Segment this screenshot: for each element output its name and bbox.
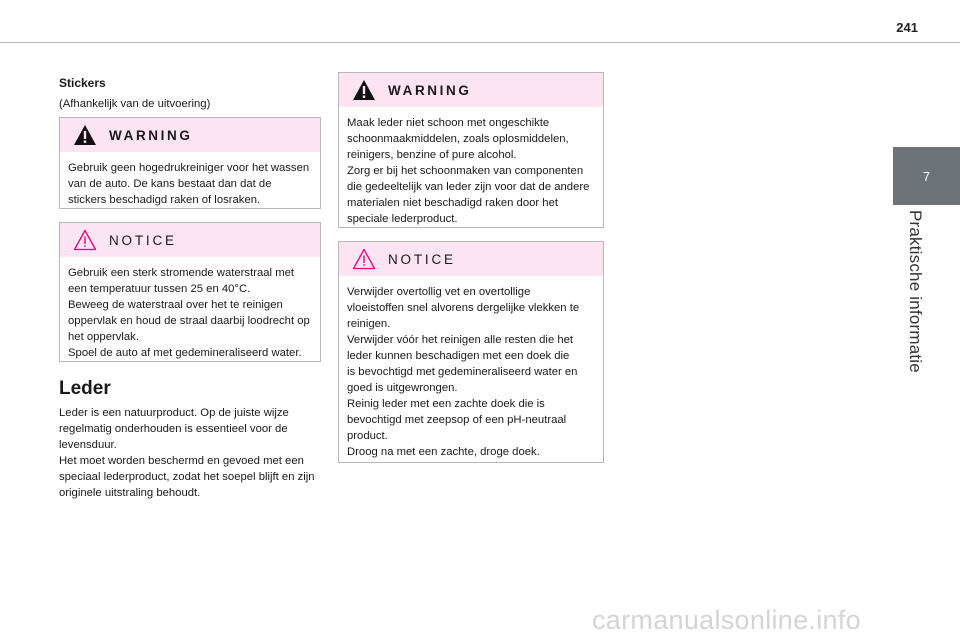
warning-header [60, 118, 320, 152]
leder-line: originele uitstraling behoudt. [59, 487, 201, 499]
warning-line: reinigers, benzine of pure alcohol. [347, 149, 517, 161]
leder-heading: Leder [59, 378, 111, 399]
notice-line: product. [347, 430, 388, 442]
notice-line: het oppervlak. [68, 331, 139, 343]
notice-line: een temperatuur tussen 25 en 40°C. [68, 283, 251, 295]
warning-line: stickers beschadigd raken of losraken. [68, 194, 261, 206]
warning-line: schoonmaakmiddelen, zoals oplosmiddelen, [347, 133, 569, 145]
warning-body [339, 107, 603, 235]
warning-line: speciale lederproduct. [347, 213, 458, 225]
warning-title: WARNING [388, 82, 472, 98]
stickers-heading: Stickers [59, 76, 106, 90]
warning-line: Zorg er bij het schoonmaken van componenten [347, 165, 584, 177]
notice-line: Beweeg de waterstraal over het te reinigen [68, 299, 283, 311]
notice-line: goed is uitgewrongen. [347, 382, 458, 394]
notice-title: NOTICE [109, 232, 177, 248]
notice-line: oppervlak en houd de straal daarbij loodrecht op [68, 315, 310, 327]
notice-triangle-icon [73, 229, 97, 251]
notice-line: Verwijder overtollig vet en overtollige [347, 286, 531, 298]
notice-header [339, 242, 603, 276]
warning-line: Maak leder niet schoon met ongeschikte [347, 117, 550, 129]
leder-line: regelmatig onderhouden is essentieel voor de [59, 423, 288, 435]
notice-body [60, 257, 320, 369]
chapter-tab[interactable]: 7 [893, 147, 960, 205]
warning-header [339, 73, 603, 107]
page-number: 241 [896, 20, 918, 35]
warning-triangle-icon [352, 79, 376, 101]
notice-line: leder kunnen beschadigen met een doek die [347, 350, 570, 362]
notice-line: reinigen. [347, 318, 391, 330]
notice-line: Gebruik een sterk stromende waterstraal met [68, 267, 295, 279]
notice-line: Reinig leder met een zachte doek die is [347, 398, 545, 410]
notice-line: Droog na met een zachte, droge doek. [347, 446, 540, 458]
notice-line: bevochtigd met zeepsop of een pH-neutraal [347, 414, 567, 426]
notice-header [60, 223, 320, 257]
warning-line: van de auto. De kans bestaat dan dat de [68, 178, 272, 190]
leder-line: Leder is een natuurproduct. Op de juiste wijze [59, 407, 289, 419]
notice-title: NOTICE [388, 251, 456, 267]
warning-title: WARNING [109, 127, 193, 143]
warning-line: Gebruik geen hogedrukreiniger voor het wassen [68, 162, 310, 174]
warning-callout-leather [338, 72, 604, 228]
notice-line: Spoel de auto af met gedemineraliseerd water. [68, 347, 302, 359]
warning-callout-stickers [59, 117, 321, 209]
notice-line: Verwijder vóór het reinigen alle resten die het [347, 334, 574, 346]
notice-body [339, 276, 603, 468]
top-divider [0, 42, 960, 43]
warning-line: materialen niet beschadigd raken door het [347, 197, 559, 209]
warning-body [60, 152, 320, 216]
warning-triangle-icon [73, 124, 97, 146]
leder-line: levensduur. [59, 439, 117, 451]
leder-line: speciaal lederproduct, zodat het soepel blijft en zijn [59, 471, 315, 483]
warning-line: die gedeeltelijk van leder zijn voor dat de andere [347, 181, 590, 193]
notice-callout-stickers [59, 222, 321, 362]
stickers-note: (Afhankelijk van de uitvoering) [59, 98, 211, 110]
leder-paragraph [59, 405, 321, 501]
leder-line: Het moet worden beschermd en gevoed met een [59, 455, 304, 467]
notice-line: vloeistoffen snel alvorens dergelijke vlekken te [347, 302, 580, 314]
notice-triangle-icon [352, 248, 376, 270]
notice-callout-leather [338, 241, 604, 463]
watermark: carmanualsonline.info [592, 605, 861, 635]
chapter-title: Praktische informatie [906, 210, 925, 373]
notice-line: is bevochtigd met gedemineraliseerd water en [347, 366, 578, 378]
